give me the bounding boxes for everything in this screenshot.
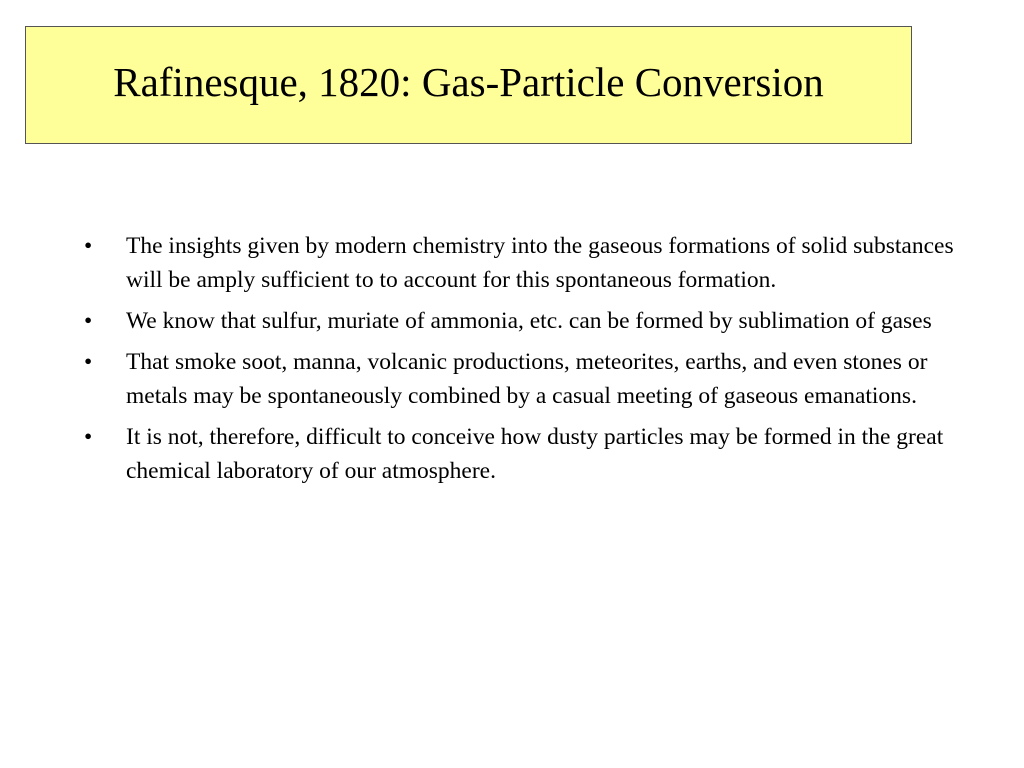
bullet-text: It is not, therefore, difficult to conceive how dusty particles may be formed in the great chemical laboratory of our atmosphere.	[126, 424, 944, 484]
bullet-icon: •	[84, 349, 93, 375]
bullet-item	[84, 420, 954, 488]
bullet-icon: •	[84, 233, 93, 259]
bullet-icon: •	[84, 308, 93, 334]
slide-title: Rafinesque, 1820: Gas-Particle Conversion	[113, 59, 824, 106]
bullet-list	[84, 229, 954, 495]
title-box	[25, 26, 912, 144]
bullet-text: We know that sulfur, muriate of ammonia, etc. can be formed by sublimation of gases	[126, 308, 932, 334]
bullet-icon: •	[84, 424, 93, 450]
bullet-item	[84, 345, 954, 413]
bullet-text: That smoke soot, manna, volcanic productions, meteorites, earths, and even stones or metals may be spontaneously combined by a casual meeting of gaseous emanations.	[126, 349, 928, 409]
bullet-text: The insights given by modern chemistry into the gaseous formations of solid substances will be amply sufficient to to account for this spontaneous formation.	[126, 233, 954, 293]
bullet-item	[84, 304, 954, 338]
bullet-item	[84, 229, 954, 297]
